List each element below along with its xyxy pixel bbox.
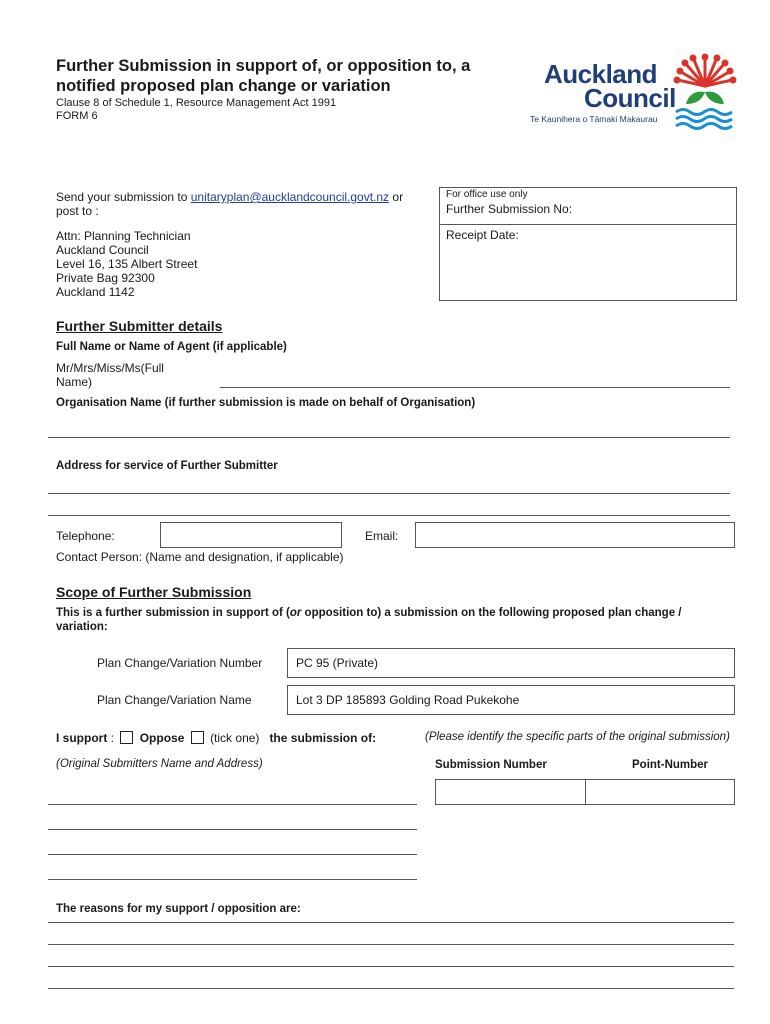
i-support-label: I support bbox=[56, 731, 108, 745]
original-submitter-label: (Original Submitters Name and Address) bbox=[56, 758, 263, 770]
identify-parts-note: (Please identify the specific parts of the original submission) bbox=[425, 731, 730, 743]
logo-word-auckland: Auckland bbox=[544, 59, 658, 89]
full-name-label: Full Name or Name of Agent (if applicable) bbox=[56, 341, 287, 353]
plan-change-name-value: Lot 3 DP 185893 Golding Road Pukekohe bbox=[296, 693, 520, 707]
logo-word-council: Council bbox=[584, 83, 676, 113]
office-heading: For office use only bbox=[446, 189, 528, 200]
support-checkbox[interactable] bbox=[120, 731, 133, 744]
submission-of-label: the submission of: bbox=[269, 731, 377, 745]
address-input-line-1[interactable] bbox=[48, 493, 730, 494]
salutation-label bbox=[56, 361, 164, 389]
scope-intro-or: or bbox=[289, 607, 302, 619]
scope-intro-part2: opposition to) a submission on the following proposed plan change / variation: bbox=[56, 607, 682, 633]
receipt-date-label: Receipt Date: bbox=[446, 228, 519, 242]
email-link[interactable]: unitaryplan@aucklandcouncil.govt.nz bbox=[190, 190, 390, 204]
form-number: FORM 6 bbox=[56, 110, 98, 122]
address-input-line-2[interactable] bbox=[48, 515, 730, 516]
organisation-input-line[interactable] bbox=[48, 437, 730, 438]
reasons-label: The reasons for my support / opposition are: bbox=[56, 903, 301, 915]
submission-number-heading: Submission Number bbox=[435, 759, 547, 771]
email-input[interactable] bbox=[415, 522, 735, 548]
postal-address bbox=[56, 229, 197, 299]
address-service-label: Address for service of Further Submitter bbox=[56, 460, 278, 472]
reasons-line-1[interactable] bbox=[48, 922, 734, 923]
reasons-line-3[interactable] bbox=[48, 966, 734, 967]
original-submitter-line-3[interactable] bbox=[48, 854, 417, 855]
auckland-council-logo bbox=[528, 52, 738, 132]
original-submitter-line-1[interactable] bbox=[48, 804, 417, 805]
original-submitter-line-2[interactable] bbox=[48, 829, 417, 830]
address-attn: Attn: Planning Technician bbox=[56, 229, 191, 243]
support-colon: : bbox=[110, 731, 115, 745]
logo-tagline: Te Kaunihera o Tāmaki Makaurau bbox=[530, 114, 658, 124]
scope-intro bbox=[56, 606, 726, 634]
office-further-no-row bbox=[440, 188, 736, 225]
contact-person-label: Contact Person: (Name and designation, if applicable) bbox=[56, 550, 344, 564]
form-subtitle bbox=[56, 97, 336, 123]
send-prefix: Send your submission to bbox=[56, 190, 188, 204]
pohutukawa-flower-icon bbox=[672, 52, 738, 132]
clause-text: Clause 8 of Schedule 1, Resource Management Act 1991 bbox=[56, 97, 337, 109]
plan-change-number-field[interactable] bbox=[287, 648, 735, 678]
point-number-heading: Point-Number bbox=[632, 759, 709, 771]
plan-change-name-label: Plan Change/Variation Name bbox=[97, 693, 252, 707]
organisation-label: Organisation Name (if further submission is made on behalf of Organisation) bbox=[56, 397, 476, 409]
address-line-3: Private Bag 92300 bbox=[56, 271, 155, 285]
salutation-line-1: Mr/Mrs/Miss/Ms(Full bbox=[56, 361, 164, 375]
tick-one-label: (tick one) bbox=[210, 731, 260, 745]
point-number-input[interactable] bbox=[585, 779, 735, 805]
telephone-input[interactable] bbox=[160, 522, 342, 548]
original-submitter-line-4[interactable] bbox=[48, 879, 417, 880]
address-line-2: Level 16, 135 Albert Street bbox=[56, 257, 198, 271]
send-instructions bbox=[56, 190, 436, 218]
send-suffix: or bbox=[392, 190, 404, 204]
form-title: Further Submission in support of, or opposition to, a notified proposed plan change or variation bbox=[56, 57, 471, 95]
address-line-1: Auckland Council bbox=[56, 243, 149, 257]
scope-heading: Scope of Further Submission bbox=[56, 584, 252, 600]
reasons-line-2[interactable] bbox=[48, 944, 734, 945]
further-submission-no-label: Further Submission No: bbox=[446, 202, 573, 216]
plan-change-number-label: Plan Change/Variation Number bbox=[97, 656, 263, 670]
support-oppose-row bbox=[56, 731, 376, 745]
full-name-input-line[interactable] bbox=[220, 387, 730, 388]
scope-intro-part1: This is a further submission in support of ( bbox=[56, 607, 290, 619]
email-label: Email: bbox=[365, 529, 399, 543]
submitter-details-heading: Further Submitter details bbox=[56, 318, 223, 334]
salutation-line-2: Name) bbox=[56, 375, 93, 389]
reasons-line-4[interactable] bbox=[48, 988, 734, 989]
telephone-label: Telephone: bbox=[56, 529, 115, 543]
oppose-label: Oppose bbox=[139, 731, 185, 745]
oppose-checkbox[interactable] bbox=[191, 731, 204, 744]
plan-change-number-value: PC 95 (Private) bbox=[296, 656, 379, 670]
address-line-4: Auckland 1142 bbox=[56, 285, 135, 299]
submission-number-input[interactable] bbox=[435, 779, 586, 805]
office-use-box bbox=[439, 187, 737, 301]
plan-change-name-field[interactable] bbox=[287, 685, 735, 715]
post-to-text: post to : bbox=[56, 204, 99, 218]
